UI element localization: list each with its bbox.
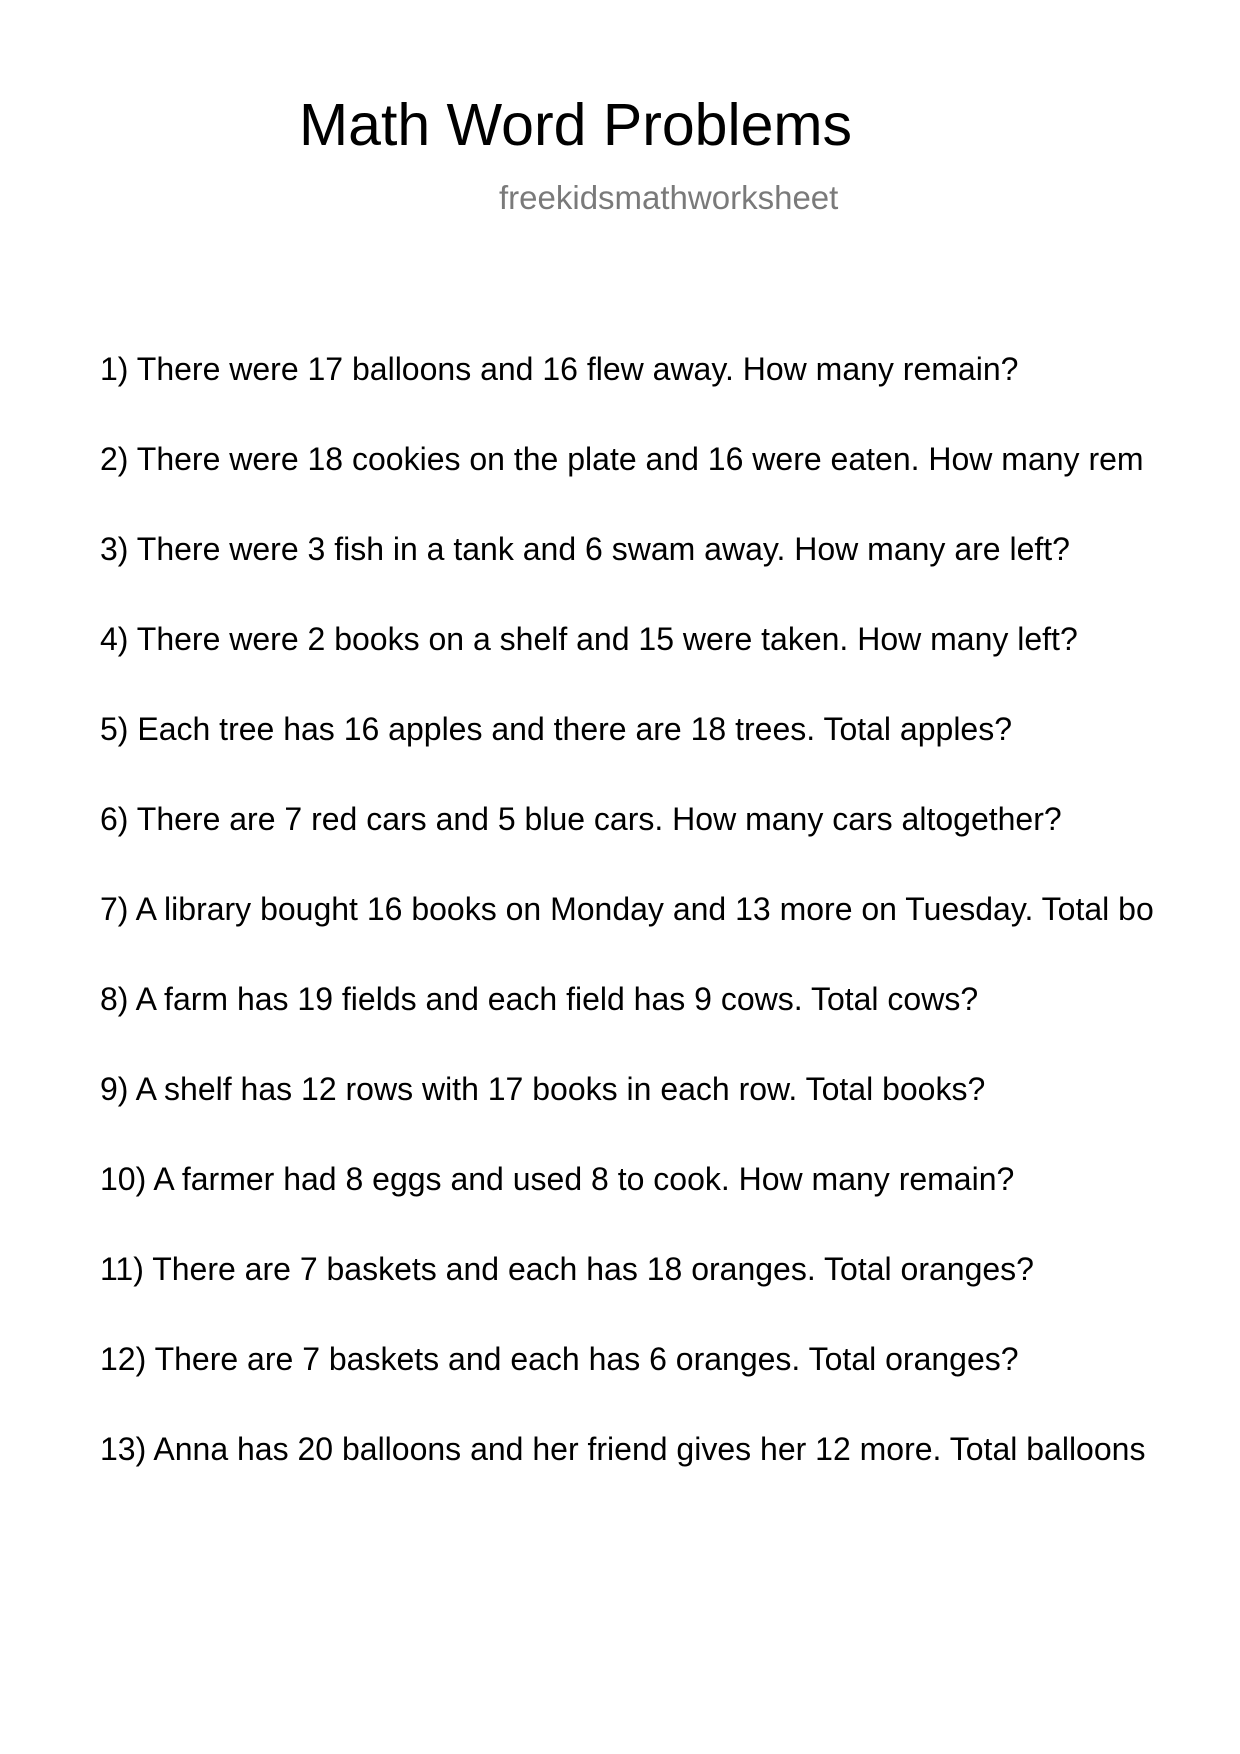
problem-item: 7) A library bought 16 books on Monday and 13 more on Tuesday. Total bo: [100, 891, 1154, 927]
page-title: Math Word Problems: [299, 92, 853, 158]
problem-item: 4) There were 2 books on a shelf and 15 were taken. How many left?: [100, 621, 1078, 657]
problem-item: 5) Each tree has 16 apples and there are 18 trees. Total apples?: [100, 711, 1013, 747]
problem-item: 6) There are 7 red cars and 5 blue cars. How many cars altogether?: [100, 801, 1062, 837]
problem-item: 13) Anna has 20 balloons and her friend gives her 12 more. Total balloons: [100, 1431, 1146, 1467]
problem-item: 1) There were 17 balloons and 16 flew away. How many remain?: [100, 351, 1019, 387]
problem-item: 8) A farm has 19 fields and each field has 9 cows. Total cows?: [100, 981, 979, 1017]
problem-item: 10) A farmer had 8 eggs and used 8 to cook. How many remain?: [100, 1161, 1015, 1197]
source-subtitle: freekidsmathworksheet: [499, 179, 839, 216]
problem-item: 2) There were 18 cookies on the plate and 16 were eaten. How many rem: [100, 441, 1144, 477]
problem-item: 3) There were 3 fish in a tank and 6 swam away. How many are left?: [100, 531, 1070, 567]
problem-list: [100, 349, 1240, 1519]
problem-item: 12) There are 7 baskets and each has 6 oranges. Total oranges?: [100, 1341, 1019, 1377]
problem-item: 9) A shelf has 12 rows with 17 books in each row. Total books?: [100, 1071, 986, 1107]
problem-item: 11) There are 7 baskets and each has 18 oranges. Total oranges?: [100, 1251, 1034, 1287]
